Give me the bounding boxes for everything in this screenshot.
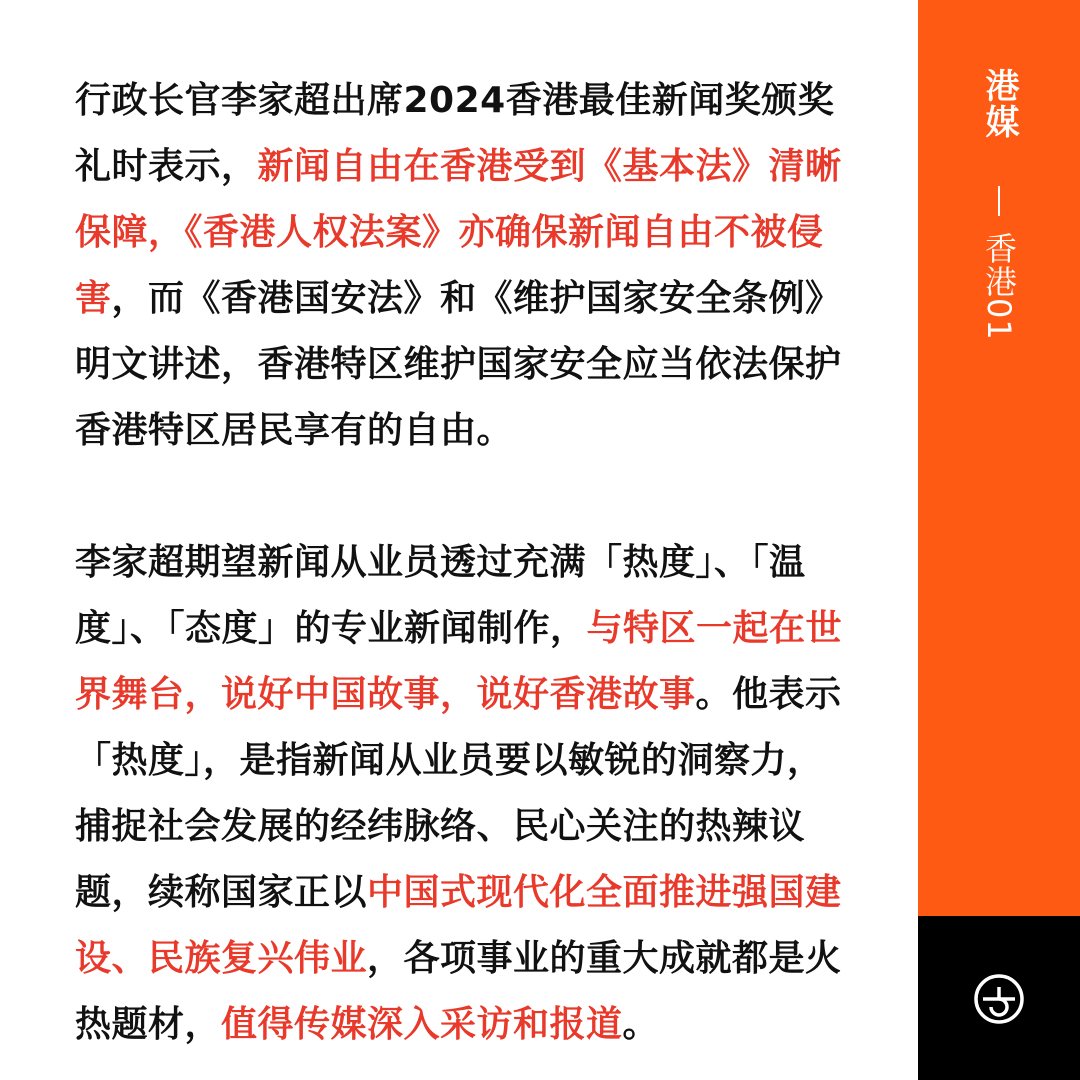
article-paragraph-2 (75, 530, 845, 1058)
brand-label: 港媒 (979, 68, 1019, 140)
brand-sidebar (918, 0, 1080, 916)
text-segment: 李家超期望新闻从业员透过充满「热度」、「温度」、「态度」的专业新闻制作， (75, 542, 806, 649)
sidebar-divider (998, 186, 1000, 216)
highlighted-text-segment: 与特区一起在世界舞台，说好中国故事，说好香港故事 (75, 608, 843, 715)
text-segment: ，而《香港国安法》和《维护国家安全条例》明文讲述，香港特区维护国家安全应当依法保护香港特区居民享有的自由。 (75, 278, 842, 451)
article-body (75, 68, 845, 1058)
highlighted-text-segment: 中国式现代化全面推进强国建设、民族复兴伟业 (75, 872, 842, 979)
text-segment: 。他表示「热度」，是指新闻从业员要以敏锐的洞察力，捕捉社会发展的经纬脉络、民心关注的热辣议题，续称国家正以 (75, 674, 842, 913)
source-label: 香港01 (980, 232, 1018, 341)
highlighted-text-segment: 新闻自由在香港受到《基本法》清晰保障，《香港人权法案》亦确保新闻自由不被侵害 (75, 146, 842, 319)
logo-box (918, 916, 1080, 1080)
hk01-logo-icon (973, 973, 1025, 1025)
text-segment: 行政长官李家超出席2024香港最佳新闻奖颁奖礼时表示， (75, 80, 835, 187)
highlighted-text-segment: 值得传媒深入采访和报道 (221, 1004, 623, 1045)
text-segment: ，各项事业的重大成就都是火热题材， (75, 938, 842, 1045)
article-paragraph-1 (75, 68, 845, 464)
text-segment: 。 (622, 1004, 660, 1045)
